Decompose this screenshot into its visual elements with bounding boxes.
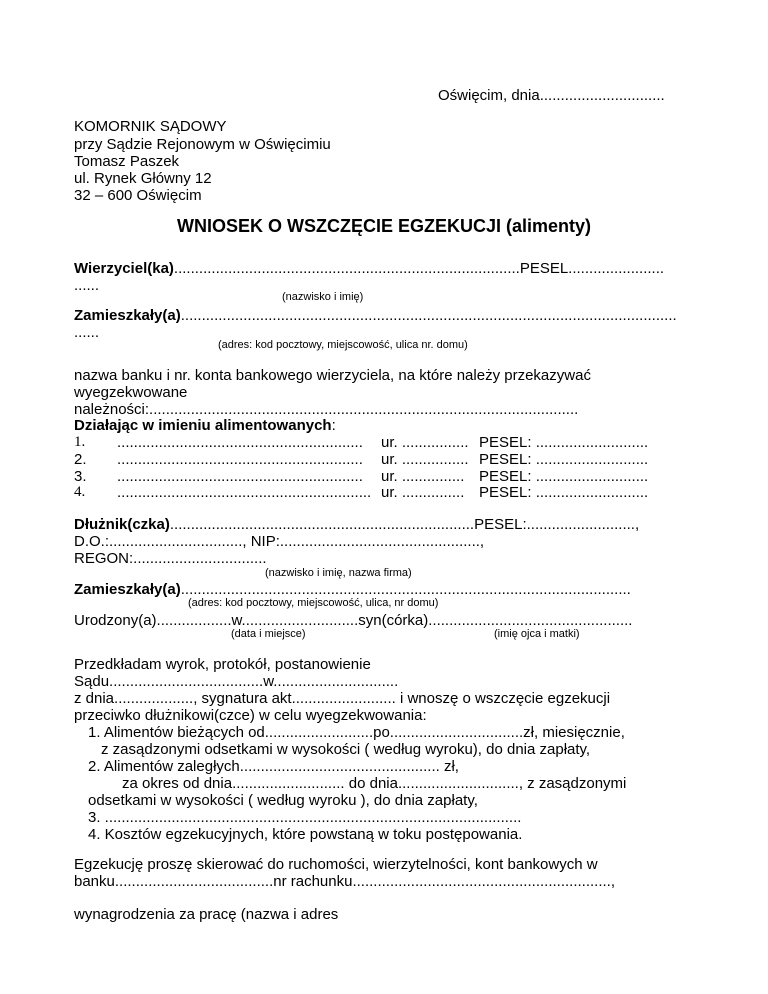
date-line: Oświęcim, dnia.............................. — [438, 87, 665, 104]
creditor-fill: ...................................................................................PESEL....................... — [173, 260, 665, 277]
claim-item-2: 2. Alimentów zaległych................................................ zł, — [88, 758, 459, 775]
addressee-line-5: 32 – 600 Oświęcim — [74, 187, 202, 204]
child-row-1-name: ........................................................... — [117, 434, 363, 451]
debtor-born-hint-2: (imię ojca i matki) — [494, 628, 580, 640]
children-label-colon: : — [331, 417, 336, 434]
body-line-2: Sądu.....................................w.............................. — [74, 673, 399, 690]
debtor-fill: .........................................................................PESEL:.........................., — [169, 516, 640, 533]
child-row-4-name: ............................................................. — [117, 484, 372, 501]
addressee-line-4: ul. Rynek Główny 12 — [74, 170, 212, 187]
body-line-3: z dnia..................., sygnatura akt......................... i wnoszę o wszczęcie egzekucji — [74, 690, 611, 707]
children-label: Działając w imieniu alimentowanych — [74, 417, 332, 434]
child-row-4-pesel: PESEL: ........................... — [479, 484, 649, 501]
creditor-line — [74, 259, 664, 278]
debtor-address-hint: (adres: kod pocztowy, miejscowość, ulica, nr domu) — [188, 597, 439, 609]
creditor-address-label: Zamieszkały(a) — [74, 307, 181, 324]
debtor-address-label: Zamieszkały(a) — [74, 581, 181, 598]
child-row-3-num: 3. — [74, 468, 87, 485]
debtor-address-fill: ............................................................................................................ — [180, 581, 631, 598]
child-row-4-num: 4. — [74, 484, 86, 500]
child-row-2-name: ........................................................... — [117, 451, 363, 468]
bank-line-1: nazwa banku i nr. konta bankowego wierzyciela, na które należy przekazywać — [74, 367, 591, 384]
child-row-1-born: ur. ................ — [381, 434, 469, 451]
debtor-born-hint-1: (data i miejsce) — [231, 628, 306, 640]
body-line-4: przeciwko dłużnikowi(czce) w celu wyegzekwowania: — [74, 707, 427, 724]
bank-line-2: wyegzekwowane — [74, 384, 188, 401]
body-line-1: Przedkładam wyrok, protokół, postanowienie — [74, 656, 371, 673]
creditor-hint: (nazwisko i imię) — [282, 291, 364, 303]
enforcement-line-1: Egzekucję proszę skierować do ruchomości, wierzytelności, kont bankowych w — [74, 856, 598, 873]
child-row-3-name: ........................................................... — [117, 468, 363, 485]
addressee-line-3: Tomasz Paszek — [74, 153, 180, 170]
creditor-line-cont: ...... — [74, 277, 100, 294]
addressee-line-1: KOMORNIK SĄDOWY — [74, 118, 227, 135]
child-row-1-num: 1. — [74, 434, 86, 450]
creditor-address-cont: ...... — [74, 324, 100, 341]
addressee-line-2: przy Sądzie Rejonowym w Oświęcimiu — [74, 136, 331, 153]
claim-item-2-cont-2: odsetkami w wysokości ( według wyroku ), do dnia zapłaty, — [88, 792, 478, 809]
salary-line: wynagrodzenia za pracę (nazwa i adres — [74, 906, 339, 923]
creditor-label: Wierzyciel(ka) — [74, 260, 174, 277]
child-row-1-pesel: PESEL: ........................... — [479, 434, 649, 451]
child-row-3-pesel: PESEL: ........................... — [479, 468, 649, 485]
enforcement-line-2: banku......................................nr rachunku.............................................................., — [74, 873, 615, 890]
debtor-born-line: Urodzony(a)..................w............................syn(córka)................................................. — [74, 612, 633, 629]
child-row-4-born: ur. ............... — [381, 484, 465, 501]
claim-item-3: 3. .................................................................................................... — [88, 809, 522, 826]
debtor-label: Dłużnik(czka) — [74, 516, 170, 533]
document-title: WNIOSEK O WSZCZĘCIE EGZEKUCJI (alimenty) — [176, 216, 592, 236]
creditor-address-hint: (adres: kod pocztowy, miejscowość, ulica nr. domu) — [218, 339, 468, 351]
creditor-address-fill: ....................................................................................................................... — [180, 307, 677, 324]
debtor-hint: (nazwisko i imię, nazwa firma) — [265, 567, 412, 579]
bank-line-3: należności:....................................................................................................... — [74, 401, 579, 418]
claim-item-1-cont: z zasądzonymi odsetkami w wysokości ( według wyroku), do dnia zapłaty, — [101, 741, 591, 758]
child-row-3-born: ur. ............... — [381, 468, 465, 485]
child-row-2-born: ur. ................ — [381, 451, 469, 468]
claim-item-2-cont: za okres od dnia........................... do dnia............................., z zasądzonymi — [122, 775, 627, 792]
creditor-address-line — [74, 306, 677, 325]
claim-item-1: 1. Alimentów bieżących od..........................po................................zł, miesięcznie, — [88, 724, 625, 741]
claim-item-4: 4. Kosztów egzekucyjnych, które powstaną w toku postępowania. — [88, 826, 523, 843]
debtor-line-2: D.O.:................................, NIP:................................................, — [74, 533, 485, 550]
child-row-2-num: 2. — [74, 451, 87, 468]
debtor-line-3: REGON:................................ — [74, 550, 267, 567]
child-row-2-pesel: PESEL: ........................... — [479, 451, 649, 468]
